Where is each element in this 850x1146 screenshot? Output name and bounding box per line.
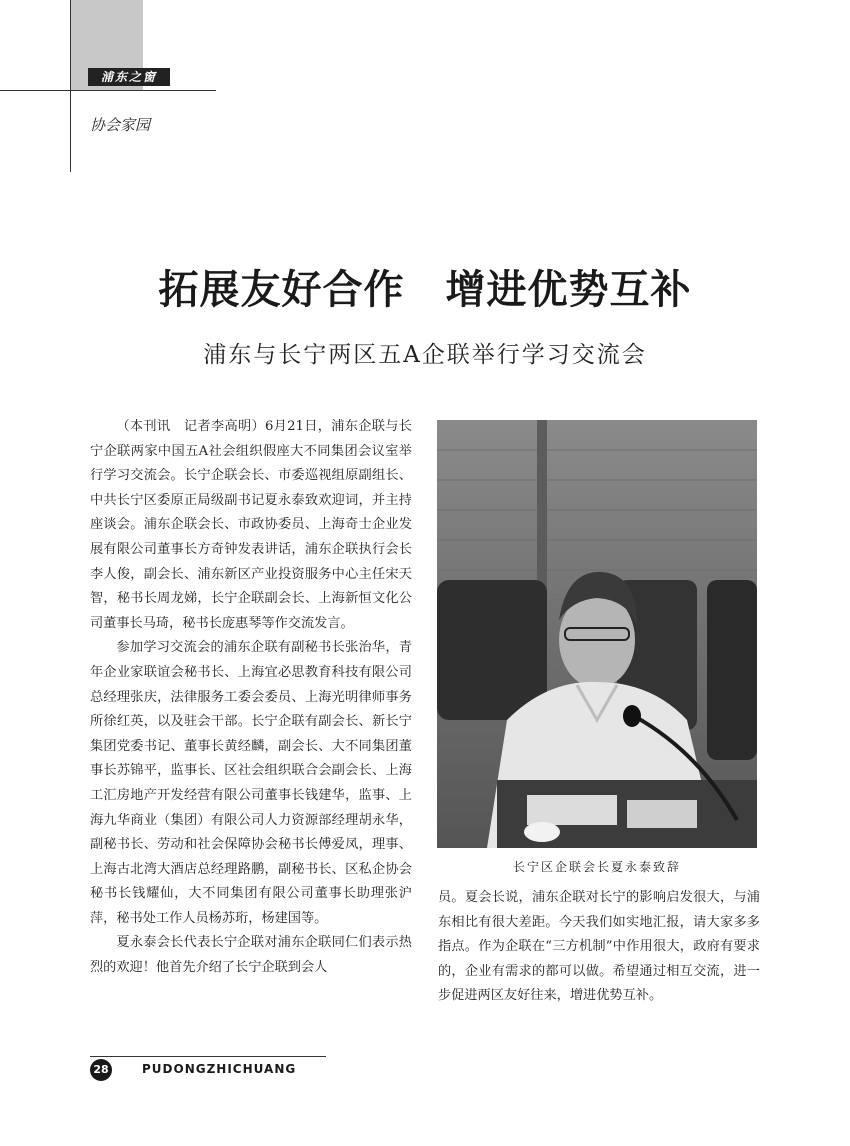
- paragraph: （本刊讯 记者李高明）6月21日，浦东企联与长宁企联两家中国五A社会组织假座大不同集团会议室举行学习交流会。长宁企联会长、市委巡视组原副组长、中共长宁区委原正局级副书记夏永泰致欢迎词，并主持座谈会。浦东企联会长、市政协委员、上海奇士企业发展有限公司董事长方奇钟发表讲话，浦东企联执行会长李人俊，副会长、浦东新区产业投资服务中心主任宋天智，秘书长周龙娣，长宁企联副会长、上海新恒文化公司董事长马琦，秘书长庞惠琴等作交流发言。: [90, 419, 412, 631]
- header-horizontal-rule: [0, 90, 216, 91]
- footer-rule: [90, 1056, 326, 1057]
- section-label: 协会家园: [90, 116, 151, 134]
- paragraph: 员。夏会长说，浦东企联对长宁的影响启发很大，与浦东相比有很大差距。今天我们如实地汇报，请大家多多指点。作为企联在“三方机制”中作用很大，政府有要求的，企业有需求的都可以做。希望通过相互交流，进一步促进两区友好往来，增进优势互补。: [438, 890, 760, 1004]
- article-subtitle: 浦东与长宁两区五A企联举行学习交流会: [203, 342, 647, 368]
- footer-brand: PUDONGZHICHUANG: [142, 1062, 297, 1076]
- paragraph: 夏永泰会长代表长宁企联对浦东企联同仁们表示热烈的欢迎！他首先介绍了长宁企联到会人: [90, 935, 412, 976]
- article-column-right: [438, 886, 760, 1009]
- article-column-left: [90, 415, 412, 981]
- article-title: 拓展友好合作 增进优势互补: [158, 267, 692, 313]
- speaker-photo: [437, 420, 757, 848]
- paragraph: 参加学习交流会的浦东企联有副秘书长张治华，青年企业家联谊会秘书长、上海宜必思教育科技有限公司总经理张庆，法律服务工委会委员、上海光明律师事务所徐红英，以及驻会干部。长宁企联有副会长、新长宁集团党委书记、董事长黄经麟，副会长、大不同集团董事长苏锦平，监事长、区社会组织联合会副会长、上海工汇房地产开发经营有限公司董事长钱建华，监事、上海九华商业（集团）有限公司人力资源部经理胡永华，副秘书长、劳动和社会保障协会秘书长傅爱凤，理事、上海古北湾大酒店总经理路鹏，副秘书长、区私企协会秘书长钱耀仙，大不同集团有限公司董事长助理张沪萍，秘书处工作人员杨苏珩，杨建国等。: [90, 640, 412, 926]
- photo-caption: 长宁区企联会长夏永泰致辞: [512, 860, 681, 874]
- magazine-logo: 浦东之窗: [88, 68, 170, 86]
- header-vertical-rule: [70, 0, 71, 172]
- page-number: 28: [90, 1059, 112, 1081]
- photo-illustration: [437, 420, 757, 848]
